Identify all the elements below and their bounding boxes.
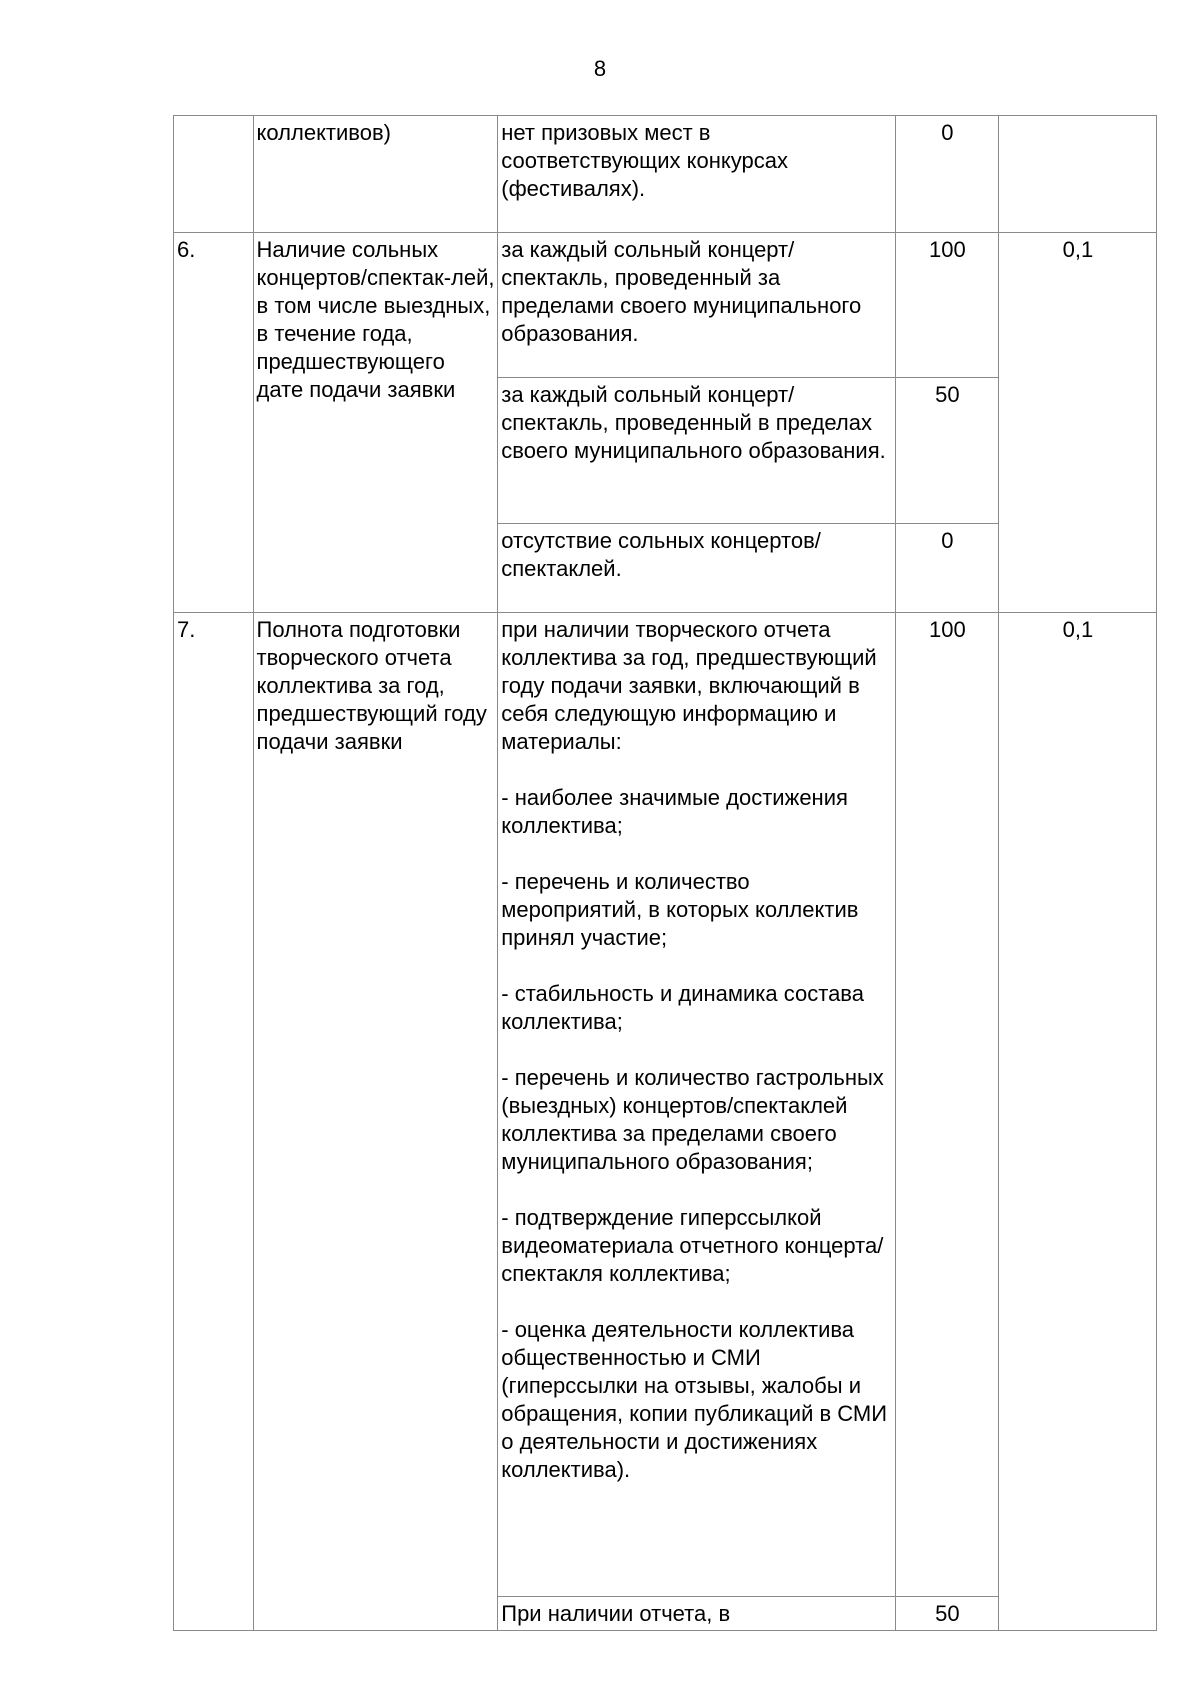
criterion-description-cell: за каждый сольный концерт/спектакль, проведенный в пределах своего муниципального образования. — [498, 378, 896, 524]
criterion-number-cell: 6. — [174, 233, 254, 613]
weight-cell — [998, 116, 1156, 233]
description-paragraph: при наличии творческого отчета коллектива за год, предшествующий году подачи заявки, включающий в себя следующую информацию и материалы: — [501, 617, 877, 754]
criterion-name-cell: Полнота подготовки творческого отчета коллектива за год, предшествующий году подачи заявки — [253, 613, 498, 1631]
page-number: 8 — [593, 56, 607, 81]
score-cell: 100 — [895, 613, 998, 1597]
description-paragraph: - перечень и количество гастрольных (выездных) концертов/спектаклей коллектива за пределами своего муниципального образования; — [501, 1065, 884, 1174]
criterion-description-cell: отсутствие сольных концертов/спектаклей. — [498, 524, 896, 613]
table-row — [174, 233, 1157, 378]
weight-cell: 0,1 — [998, 613, 1156, 1631]
score-cell: 0 — [895, 524, 998, 613]
criterion-description-cell: При наличии отчета, в — [498, 1597, 896, 1631]
score-cell: 50 — [895, 378, 998, 524]
table-row — [174, 613, 1157, 1597]
description-paragraph: - подтверждение гиперссылкой видеоматериала отчетного концерта/спектакля коллектива; — [501, 1205, 884, 1286]
criterion-description-cell — [498, 613, 896, 1597]
criterion-name-cell: Наличие сольных концертов/спектак-лей, в том числе выездных, в течение года, предшествующего дате подачи заявки — [253, 233, 498, 613]
criterion-name-cell: коллективов) — [253, 116, 498, 233]
table-row — [174, 116, 1157, 233]
criterion-number-cell: 7. — [174, 613, 254, 1631]
criterion-description-cell: за каждый сольный концерт/спектакль, проведенный за пределами своего муниципального образования. — [498, 233, 896, 378]
description-paragraph: - наиболее значимые достижения коллектива; — [501, 785, 848, 838]
criterion-description-cell: нет призовых мест в соответствующих конкурсах (фестивалях). — [498, 116, 896, 233]
score-cell: 50 — [895, 1597, 998, 1631]
description-paragraph: - перечень и количество мероприятий, в которых коллектив принял участие; — [501, 869, 859, 950]
description-paragraph: - оценка деятельности коллектива общественностью и СМИ (гиперссылки на отзывы, жалобы и обращения, копии публикаций в СМИ о деятельности и достижениях коллектива). — [501, 1317, 888, 1482]
weight-cell: 0,1 — [998, 233, 1156, 613]
criteria-table — [173, 115, 1157, 1631]
criterion-number-cell — [174, 116, 254, 233]
description-paragraph: - стабильность и динамика состава коллектива; — [501, 981, 864, 1034]
score-cell: 0 — [895, 116, 998, 233]
score-cell: 100 — [895, 233, 998, 378]
